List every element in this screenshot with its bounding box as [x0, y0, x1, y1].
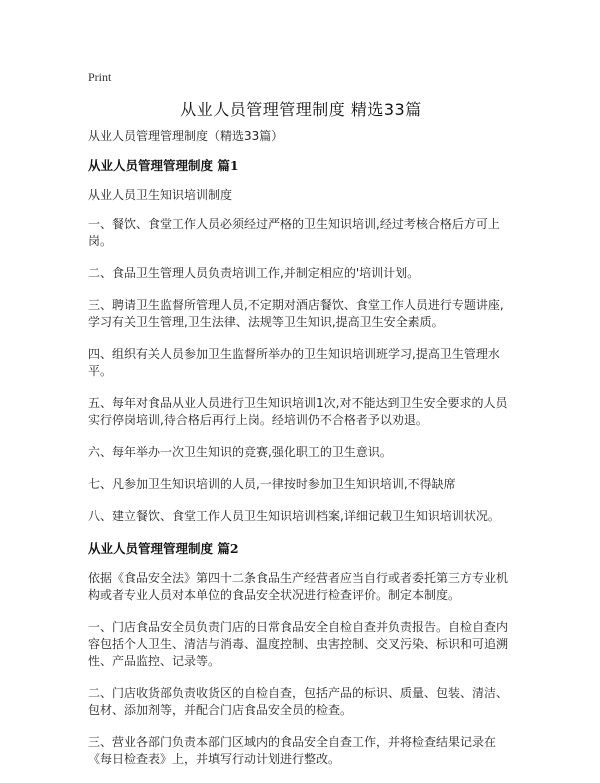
paragraph: 依据《食品安全法》第四十二条食品生产经营者应当自行或者委托第三方专业机构或者专业人员对本单位的食品安全状况进行检查评价。制定本制度。 [88, 571, 509, 602]
paragraph: 一、餐饮、食堂工作人员必须经过严格的卫生知识培训,经过考核合格后方可上岗。 [88, 217, 500, 248]
paragraph: 三、聘请卫生监督所管理人员,不定期对酒店餐饮、食堂工作人员进行专题讲座,学习有关卫生管理,卫生法律、法规等卫生知识,提高卫生安全素质。 [88, 298, 504, 329]
paragraph: 七、凡参加卫生知识培训的人员,一律按时参加卫生知识培训,不得缺席 [88, 477, 456, 491]
paragraph: 六、每年举办一次卫生知识的竞赛,强化职工的卫生意识。 [88, 445, 392, 459]
paragraph: 五、每年对食品从业人员进行卫生知识培训1次,对不能达到卫生安全要求的人员实行停岗培训,待合格后再行上岗。经培训仍不合格者予以劝退。 [88, 396, 508, 427]
section-heading: 从业人员管理管理制度 篇1 [88, 158, 239, 173]
section-1 [88, 157, 514, 525]
subtitle: 从业人员管理管理制度（精选33篇） [88, 129, 284, 143]
section-heading: 从业人员管理管理制度 篇2 [88, 541, 239, 556]
paragraph: 八、建立餐饮、食堂工作人员卫生知识培训档案,详细记载卫生知识培训状况。 [88, 509, 500, 523]
print-label[interactable]: Print [88, 70, 112, 84]
paragraph: 三、营业各部门负责本部门区域内的食品安全自查工作，并将检查结果记录在《每日检查表》上，并填写行动计划进行整改。 [88, 735, 497, 766]
document-body [88, 128, 514, 783]
paragraph: 一、门店食品安全员负责门店的日常食品安全自检自查并负责报告。自检自查内容包括个人卫生、清洁与消毒、温度控制、虫害控制、交叉污染、标识和可追溯性、产品监控、记录等。 [88, 620, 509, 668]
paragraph: 二、门店收货部负责收货区的自检自查，包括产品的标识、质量、包装、清洁、包材、添加剂等，并配合门店食品安全员的检查。 [88, 686, 509, 717]
section-2 [88, 540, 514, 768]
paragraph: 四、组织有关人员参加卫生监督所举办的卫生知识培训班学习,提高卫生管理水平。 [88, 347, 500, 378]
paragraph: 二、食品卫生管理人员负责培训工作,并制定相应的'培训计划。 [88, 266, 420, 280]
document-title: 从业人员管理管理制度 精选33篇 [180, 100, 422, 119]
section-intro: 从业人员卫生知识培训制度 [88, 188, 233, 202]
